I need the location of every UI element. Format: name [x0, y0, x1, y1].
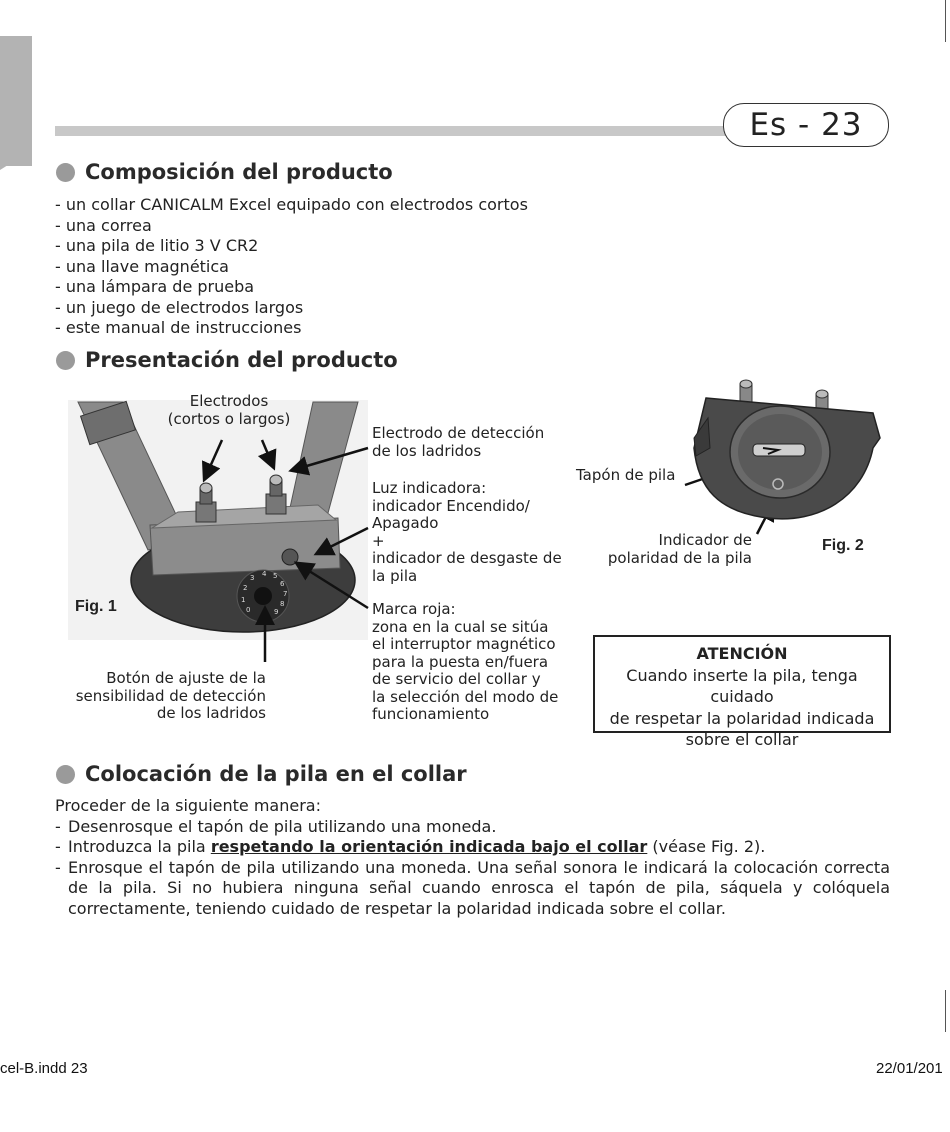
dial-numbers: 9	[274, 608, 279, 616]
instruction-step-3: - Enrosque el tapón de pila utilizando una moneda. Una señal sonora le indicará la colocación correcta de la pila. Si no hubiera ninguna señal cuando enrosca el tapón de pila, sáquela y colóquela correctamente, teniendo cuidado de respetar la polaridad indicada sobre el collar.	[55, 858, 890, 920]
label-electrodes	[165, 393, 293, 428]
bullet-icon	[56, 351, 75, 370]
list-item: - un collar CANICALM Excel equipado con electrodos cortos	[55, 195, 528, 214]
dial-numbers: 0	[246, 606, 251, 614]
footer-file: cel-B.indd 23	[0, 1060, 88, 1077]
battery-instructions	[55, 796, 890, 919]
dial-numbers: 4	[262, 570, 267, 578]
fig2-label: Fig. 2	[822, 537, 864, 554]
dial-numbers: 1	[241, 596, 246, 604]
dial-numbers: 7	[283, 590, 288, 598]
crop-mark	[945, 0, 946, 42]
section-title-composicion	[56, 160, 393, 184]
warning-title: ATENCIÓN	[696, 644, 788, 663]
label-line: de servicio del collar y	[372, 670, 541, 688]
label-line: de los ladridos	[372, 441, 482, 460]
side-tab-notch	[0, 150, 32, 170]
label-line: polaridad de la pila	[607, 548, 752, 567]
list-item: - una correa	[55, 215, 152, 235]
label-line: Indicador de	[658, 531, 752, 549]
warning-box	[593, 635, 891, 749]
label-bark-electrode	[372, 425, 544, 460]
section-title-colocacion	[56, 762, 467, 786]
section-title-presentacion	[56, 348, 398, 372]
collar-battery-illustration-fig2	[688, 378, 883, 528]
label-line: Botón de ajuste de la	[106, 669, 266, 687]
list-item: - este manual de instrucciones	[55, 318, 302, 337]
header-bar	[55, 126, 745, 136]
label-line: (cortos o largos)	[167, 409, 291, 428]
dial-numbers: 2	[243, 584, 248, 592]
label-line: Apagado	[372, 514, 439, 532]
label-line: indicador Encendido/	[372, 496, 530, 515]
bullet-icon	[56, 163, 75, 182]
bullet-icon	[56, 765, 75, 784]
label-line: Electrodos	[189, 392, 269, 410]
label-line: zona en la cual se sitúa	[372, 617, 549, 636]
list-item: - una lámpara de prueba	[55, 277, 255, 296]
side-tab	[0, 36, 32, 166]
crop-mark	[945, 990, 946, 1032]
label-line: indicador de desgaste de	[372, 549, 562, 567]
label-line: de los ladridos	[156, 704, 266, 722]
page-number: Es - 23	[723, 103, 889, 147]
step-emphasis: respetando la orientación indicada bajo el collar	[210, 837, 648, 856]
list-item: - un juego de electrodos largos	[55, 297, 304, 317]
label-line: el interruptor magnético	[372, 635, 556, 653]
dial-numbers: 8	[280, 600, 285, 608]
footer-date: 22/01/201	[876, 1060, 943, 1077]
label-line: funcionamiento	[372, 705, 490, 723]
label-line: Electrodo de detección	[372, 424, 545, 442]
section-title-text: Colocación de la pila en el collar	[85, 762, 467, 786]
label-line: para la puesta en/fuera	[372, 652, 549, 671]
section-title-text: Composición del producto	[85, 160, 393, 184]
section-title-text: Presentación del producto	[85, 348, 398, 372]
label-battery-cap: Tapón de pila	[576, 466, 676, 484]
instruction-step-2	[55, 837, 890, 858]
dial-numbers: 5	[273, 572, 278, 580]
dial-numbers: 6	[280, 580, 285, 588]
dial-numbers: 3	[250, 574, 255, 582]
list-item: - una pila de litio 3 V CR2	[55, 236, 259, 255]
warning-line: sobre el collar	[685, 730, 799, 749]
label-polarity-indicator	[590, 532, 752, 567]
step-text: (véase Fig. 2).	[647, 837, 766, 856]
label-line: +	[372, 531, 385, 550]
label-indicator-light	[372, 480, 562, 585]
label-line: la selección del modo de	[372, 687, 559, 706]
instructions-intro: Proceder de la siguiente manera:	[55, 796, 321, 815]
list-item: - una llave magnética	[55, 256, 229, 276]
composition-list	[55, 195, 528, 339]
fig1-label: Fig. 1	[75, 598, 117, 615]
warning-line: Cuando inserte la pila, tenga cuidado	[626, 665, 858, 706]
label-line: Luz indicadora:	[372, 479, 487, 497]
label-line: Marca roja:	[372, 600, 456, 618]
label-sensitivity-button	[56, 670, 266, 723]
label-line: sensibilidad de detección	[75, 686, 266, 705]
instruction-step-1: - Desenrosque el tapón de pila utilizando una moneda.	[55, 817, 890, 838]
label-line: la pila	[372, 566, 418, 585]
warning-line: de respetar la polaridad indicada	[609, 708, 875, 728]
step-text: Introduzca la pila	[68, 837, 211, 856]
label-red-mark	[372, 601, 558, 724]
